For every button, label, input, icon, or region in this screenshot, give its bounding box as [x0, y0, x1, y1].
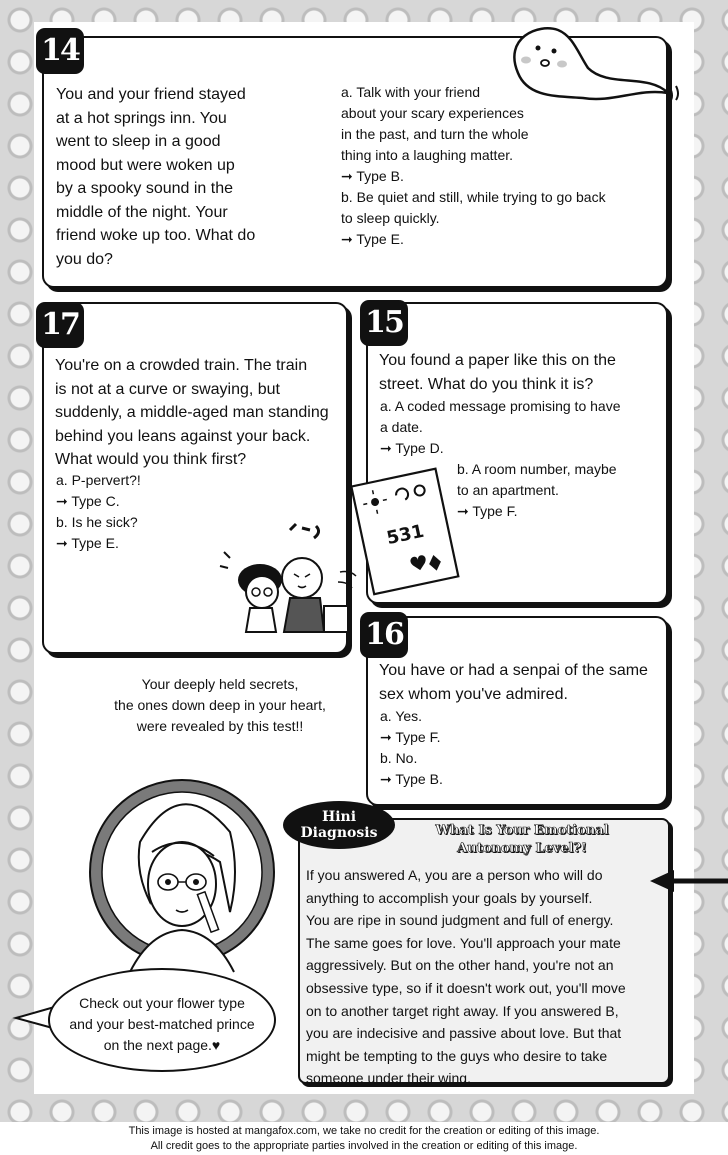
speech-bubble-text: Check out your flower type and your best-matched prince on the next page.♥: [69, 995, 255, 1053]
coded-paper-illustration: [354, 470, 460, 594]
question-15-number: 15: [360, 300, 408, 346]
diagnosis-badge: Hini Diagnosis: [283, 801, 395, 849]
question-16-number: 16: [360, 612, 408, 658]
question-15-answers-a: a. A coded message promising to have a date. ➞ Type D.: [380, 398, 621, 456]
question-16-answers: a. Yes. ➞ Type F. b. No. ➞ Type B.: [380, 708, 443, 787]
coded-paper-number: 531: [384, 520, 426, 550]
question-17-answers: a. P-pervert?! ➞ Type C. b. Is he sick? ➞ Type E.: [56, 472, 141, 551]
diagnosis-title: What Is Your Emotional Autonomy Level?!: [435, 823, 609, 856]
question-17-number: 17: [36, 302, 84, 348]
question-17-text: You're on a crowded train. The train is not at a curve or swaying, but suddenly, a middle-aged man standing behind you leans against your back. What would you think first?: [55, 357, 329, 468]
hosting-credit-footer: This image is hosted at mangafox.com, we take no credit for the creation or editing of this image. All credit goes to the appropriate parties involved in the creation or editing of this image.: [0, 1122, 728, 1154]
closing-message: Your deeply held secrets, the ones down deep in your heart, were revealed by this test!!: [114, 676, 326, 734]
question-15-answers-b: b. A room number, maybe to an apartment. ➞ Type F.: [457, 461, 617, 519]
woman-portrait-illustration: [70, 772, 300, 982]
ghost-illustration: [498, 18, 678, 108]
arrow-left-icon: [648, 866, 728, 896]
diagnosis-body: If you answered A, you are a person who will do anything to accomplish your goals by yourself. You are ripe in sound judgment and full of energy. The same goes for love. You'll approach your mate aggressively. But on the other hand, you're not an obsessive type, so if it doesn't work out, you'll move on to another target right away. If you answered B, you are indecisive and passive about love. But that might be tempting to the guys who desire to take someone under their wing.: [306, 867, 626, 1087]
train-characters-illustration: [220, 522, 360, 642]
question-15-text: You found a paper like this on the street. What do you think it is?: [379, 352, 616, 393]
question-14-number: 14: [36, 28, 84, 74]
question-14-answers: a. Talk with your friend about your scary experiences in the past, and turn the whole thing into a laughing matter. ➞ Type B. b. Be quiet and still, while trying to go back to sleep quickly. ➞ Type E.: [341, 84, 606, 247]
question-14-text: You and your friend stayed at a hot springs inn. You went to sleep in a good mood but were woken up by a spooky sound in the middle of the night. Your friend woke up too. What do you do?: [56, 86, 256, 268]
question-16-text: You have or had a senpai of the same sex whom you've admired.: [379, 662, 648, 703]
